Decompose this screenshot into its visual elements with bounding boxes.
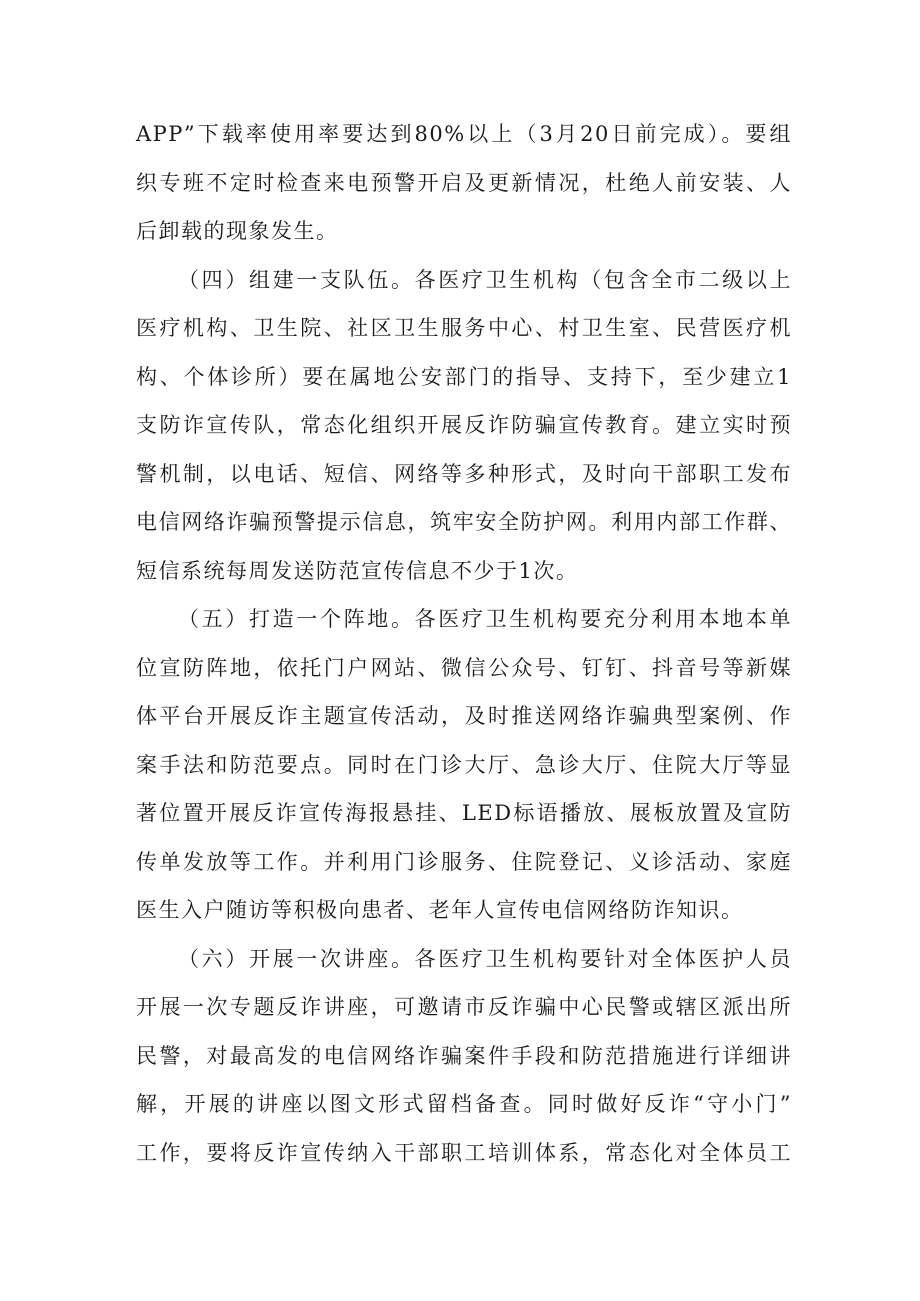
paragraph-3-line-1: （五）打造一个阵地。各医疗卫生机构要充分利用本地本单	[178, 607, 792, 631]
paragraph-1-line-3: 后卸载的现象发生。	[136, 219, 339, 243]
paragraph-2-line-2: 医疗机构、卫生院、社区卫生服务中心、村卫生室、民营医疗机	[136, 316, 792, 340]
paragraph-4-line-3: 民警，对最高发的电信网络诈骗案件手段和防范措施进行详细讲	[136, 1043, 792, 1068]
paragraph-2-line-5: 警机制，以电话、短信、网络等多种形式，及时向干部职工发布	[136, 461, 792, 486]
paragraph-3-line-3: 体平台开展反诈主题宣传活动，及时推送网络诈骗典型案例、作	[136, 704, 792, 728]
paragraph-2-line-4: 支防诈宣传队，常态化组织开展反诈防骗宣传教育。建立实时预	[136, 413, 792, 437]
paragraph-3-line-5: 著位置开展反诈宣传海报悬挂、LED标语播放、展板放置及宣防	[136, 801, 792, 825]
paragraph-1-line-2: 织专班不定时检查来电预警开启及更新情况，杜绝人前安装、人	[136, 170, 792, 195]
paragraph-2-line-1: （四）组建一支队伍。各医疗卫生机构（包含全市二级以上	[178, 267, 792, 292]
paragraph-2-line-3: 构、个体诊所）要在属地公安部门的指导、支持下，至少建立1	[136, 364, 792, 389]
paragraph-2-line-6: 电信网络诈骗预警提示信息，筑牢安全防护网。利用内部工作群、	[136, 510, 792, 534]
paragraph-1-line-1: APP”下载率使用率要达到80%以上（3月20日前完成）。要组	[136, 122, 792, 146]
paragraph-4-line-1: （六）开展一次讲座。各医疗卫生机构要针对全体医护人员	[178, 946, 792, 971]
paragraph-3-line-7: 医生入户随访等积极向患者、老年人宣传电信网络防诈知识。	[136, 898, 744, 922]
document-body	[136, 110, 792, 1177]
paragraph-4-line-5: 工作，要将反诈宣传纳入干部职工培训体系，常态化对全体员工	[136, 1140, 792, 1165]
paragraph-4-line-4: 解，开展的讲座以图文形式留档备查。同时做好反诈“守小门”	[136, 1092, 792, 1116]
paragraph-3-line-4: 案手法和防范要点。同时在门诊大厅、急诊大厅、住院大厅等显	[136, 752, 792, 777]
paragraph-2-line-7: 短信系统每周发送防范宣传信息不少于1次。	[136, 558, 579, 583]
paragraph-3-line-2: 位宣防阵地，依托门户网站、微信公众号、钉钉、抖音号等新媒	[136, 655, 792, 680]
paragraph-3-line-6: 传单发放等工作。并利用门诊服务、住院登记、义诊活动、家庭	[136, 849, 792, 874]
paragraph-4-line-2: 开展一次专题反诈讲座，可邀请市反诈骗中心民警或辖区派出所	[136, 995, 792, 1019]
